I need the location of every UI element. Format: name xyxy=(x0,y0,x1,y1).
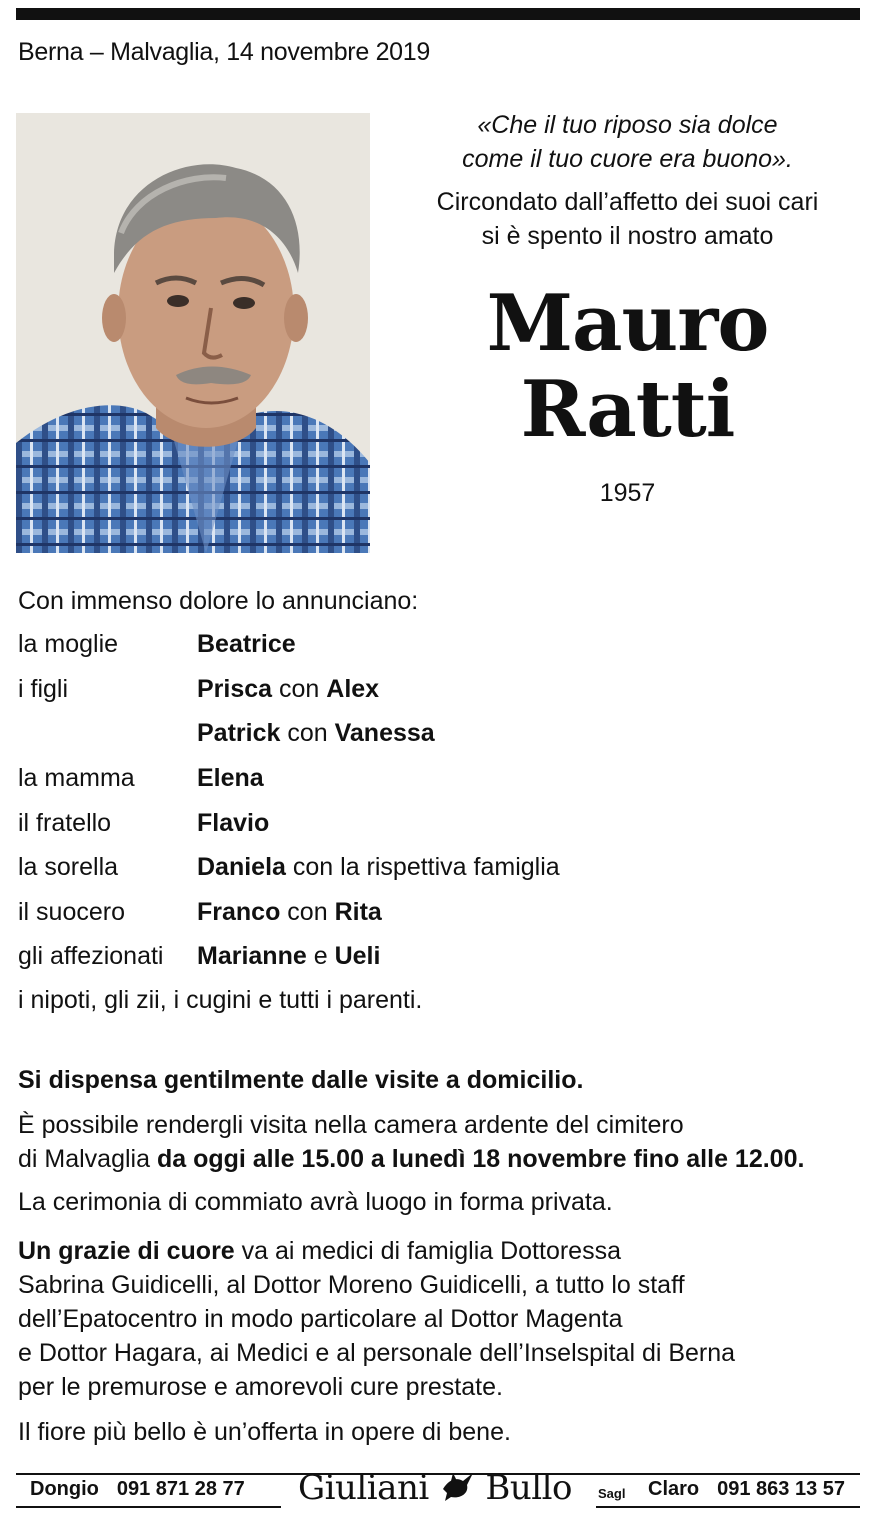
member-name: Ueli xyxy=(334,942,381,970)
visit-line xyxy=(18,1142,804,1176)
dateline: Berna – Malvaglia, 14 novembre 2019 xyxy=(18,38,430,66)
footer-left-town: Dongio xyxy=(30,1478,99,1500)
family-member xyxy=(197,942,380,971)
member-name: Elena xyxy=(197,764,264,792)
relation-label: il fratello xyxy=(18,809,112,837)
relation-label: la mamma xyxy=(18,764,135,792)
quote-line: «Che il tuo riposo sia dolce xyxy=(477,111,778,139)
footer-right-town: Claro xyxy=(648,1478,700,1500)
thanks-line: dell’Epatocentro in modo particolare al Dottor Magenta xyxy=(18,1305,623,1333)
member-connector: con xyxy=(280,719,335,747)
footer-left-phone: 091 871 28 77 xyxy=(116,1478,245,1500)
logo-text-a: Giuliani xyxy=(298,1468,429,1508)
thanks-line: Sabrina Guidicelli, al Dottor Moreno Guidicelli, a tutto lo staff xyxy=(18,1271,685,1299)
first-name: Mauro xyxy=(486,278,769,369)
thanks-line: e Dottor Hagara, ai Medici e al personale dell’Inselspital di Berna xyxy=(18,1339,736,1367)
relation-label: il suocero xyxy=(18,898,125,926)
intro-text xyxy=(400,185,855,253)
family-member xyxy=(197,898,382,927)
visit-info xyxy=(18,1108,804,1176)
member-connector: con xyxy=(272,675,327,703)
funeral-home-logo xyxy=(298,1468,572,1508)
relation-label: gli affezionati xyxy=(18,942,164,970)
relatives-line: i nipoti, gli zii, i cugini e tutti i parenti. xyxy=(18,986,423,1014)
member-name: Daniela xyxy=(197,853,286,881)
visits-notice: Si dispensa gentilmente dalle visite a domicilio. xyxy=(18,1066,584,1094)
footer-right-phone: 091 863 13 57 xyxy=(717,1478,846,1500)
top-rule xyxy=(16,8,860,20)
member-connector: e xyxy=(306,942,335,970)
intro-line: si è spento il nostro amato xyxy=(481,222,774,250)
member-name: Marianne xyxy=(197,942,307,970)
visit-hours: da oggi alle 15.00 a lunedì 18 novembre fino alle 12.00. xyxy=(156,1145,805,1173)
dove-icon xyxy=(439,1469,475,1503)
footer-rule-right xyxy=(596,1506,860,1508)
member-connector: con la rispettiva famiglia xyxy=(285,853,560,881)
member-name: Flavio xyxy=(197,809,270,837)
portrait-illustration xyxy=(16,113,370,553)
portrait-photo xyxy=(16,113,370,553)
deceased-name xyxy=(400,278,855,455)
footer-sagl: Sagl xyxy=(598,1486,626,1501)
family-member xyxy=(197,630,296,659)
birth-year: 1957 xyxy=(599,479,656,507)
announce-line: Con immenso dolore lo annunciano: xyxy=(18,587,419,615)
family-member xyxy=(197,809,269,838)
relation-label: la moglie xyxy=(18,630,119,658)
member-name: Prisca xyxy=(197,675,273,703)
thanks-heading: Un grazie di cuore xyxy=(18,1237,235,1265)
last-name: Ratti xyxy=(520,364,735,455)
member-name: Vanessa xyxy=(334,719,435,747)
header-text-block xyxy=(400,108,855,508)
relation-label: i figli xyxy=(18,675,69,703)
relation-label: la sorella xyxy=(18,853,119,881)
member-name: Franco xyxy=(197,898,281,926)
intro-line: Circondato dall’affetto dei suoi cari xyxy=(436,188,819,216)
member-name: Beatrice xyxy=(197,630,296,658)
logo-text-b: Bullo xyxy=(485,1468,572,1508)
flowers-notice: Il fiore più bello è un’offerta in opere di bene. xyxy=(18,1418,511,1446)
footer-left-contact xyxy=(30,1478,245,1501)
funeral-home-footer xyxy=(16,1468,860,1516)
footer-right-contact xyxy=(648,1478,845,1501)
family-member xyxy=(197,719,435,748)
family-member xyxy=(197,853,560,882)
ceremony-notice: La cerimonia di commiato avrà luogo in forma privata. xyxy=(18,1188,613,1216)
member-name: Alex xyxy=(326,675,380,703)
thanks-line: per le premurose e amorevoli cure prestate. xyxy=(18,1373,503,1401)
footer-rule-left xyxy=(16,1506,281,1508)
thanks-text: va ai medici di famiglia Dottoressa xyxy=(234,1237,621,1265)
epitaph-quote xyxy=(400,108,855,176)
family-member xyxy=(197,675,379,704)
quote-line: come il tuo cuore era buono». xyxy=(462,145,793,173)
thanks-line xyxy=(18,1234,735,1268)
member-name: Patrick xyxy=(197,719,281,747)
visit-line: È possibile rendergli visita nella camera ardente del cimitero xyxy=(18,1111,684,1139)
member-connector: con xyxy=(280,898,335,926)
visit-place: di Malvaglia xyxy=(18,1145,157,1173)
thanks-block xyxy=(18,1234,735,1404)
family-member xyxy=(197,764,264,793)
member-name: Rita xyxy=(334,898,382,926)
